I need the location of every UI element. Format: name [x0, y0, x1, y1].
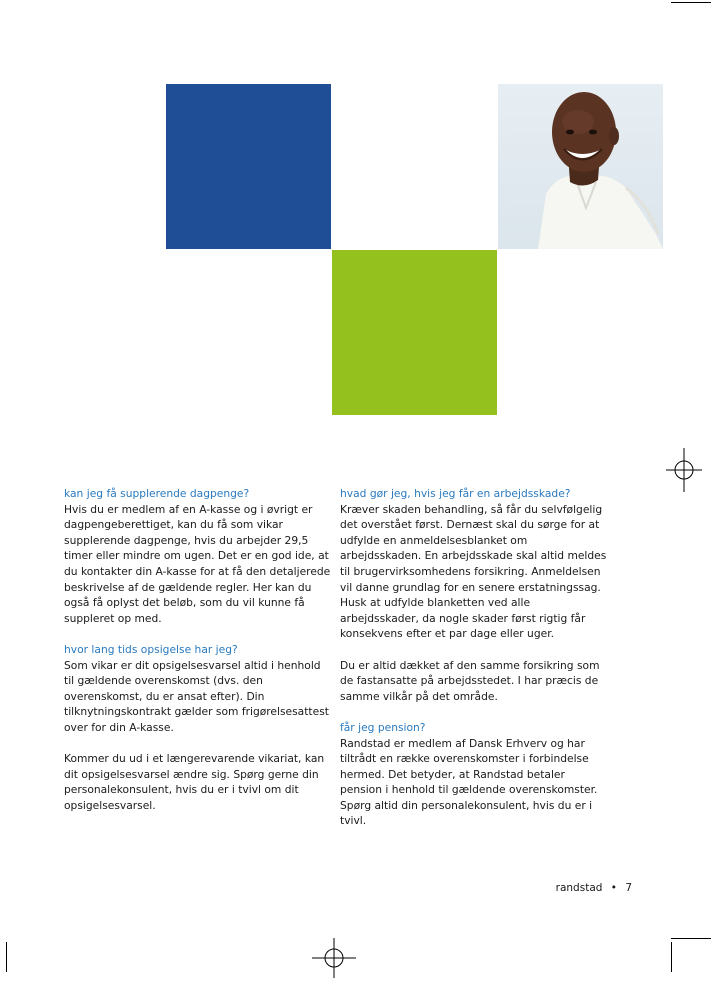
- section-body: Kræver skaden behandling, så får du selvfølgelig det overstået først. Dernæst skal du sørge for at udfylde en anmeldelsesblanket om arbejdsskaden. En arbejdsskade skal altid meldes til brugervirksomhedens forsikring. Anmeldelsen vil danne grundlag for en senere erstatningssag. Husk at udfylde blanketten ved alle arbejdsskader, da nogle skader først rigtig får konsekvens efter et par dage eller uger.: [340, 502, 607, 641]
- section-body: Hvis du er medlem af en A-kasse og i øvrigt er dagpengeberettiget, kan du få som vikar supplerende dagpenge, hvis du arbejder 29,5 timer eller mindre om ugen. Det er en god ide, at du kontakter din A-kasse for at få den detaljerede beskrivelse af de gældende regler. Her kan du også få oplyst det beløb, som du vil kunne få suppleret op med.: [64, 502, 331, 625]
- registration-mark-bottom: [312, 938, 356, 978]
- registration-mark-right: [664, 448, 704, 492]
- crop-mark-top-right: [671, 2, 711, 3]
- crop-mark-bottom-right-v: [671, 942, 672, 972]
- blue-square: [166, 84, 331, 249]
- left-column: [64, 486, 332, 813]
- crop-mark-bottom-right-h: [671, 938, 711, 939]
- man-photo: [498, 84, 663, 249]
- page-footer: [556, 882, 632, 894]
- right-column: [340, 486, 608, 829]
- section-heading: kan jeg få supplerende dagpenge?: [64, 487, 250, 500]
- green-square: [332, 250, 497, 415]
- section-opsigelse: [64, 642, 332, 736]
- bullet: •: [610, 882, 617, 894]
- section-body: Randstad er medlem af Dansk Erhverv og har tiltrådt en række overenskomster i forbindelse hermed. Det betyder, at Randstad betaler pension i henhold til gældende overenskomster. Spørg altid din personalekonsulent, hvis du er i tvivl.: [340, 736, 598, 828]
- brand-name: randstad: [555, 882, 603, 894]
- section-heading: hvor lang tids opsigelse har jeg?: [64, 642, 238, 656]
- section-body-paragraph: Du er altid dækket af den samme forsikring som de fastansatte på arbejdsstedet. I har præcis de samme vilkår på det område.: [340, 658, 600, 703]
- section-heading: får jeg pension?: [340, 720, 426, 734]
- page-number: 7: [625, 882, 632, 894]
- section-body: Som vikar er dit opsigelsesvarsel altid i henhold til gældende overenskomst (dvs. den overenskomst, du er ansat efter). Din tilknytningskontrakt gælder som frigørelsesattest over for din A-kasse.: [64, 658, 329, 734]
- section-supplerende-dagpenge: [64, 486, 332, 626]
- crop-mark-bottom-left-v: [6, 942, 7, 972]
- section-arbejdsskade: [340, 486, 608, 642]
- section-body-paragraph: Kommer du ud i et længerevarende vikariat, kan dit opsigelsesvarsel ændre sig. Spørg gerne din personalekonsulent, hvis du er i tvivl om dit opsigelsesvarsel.: [64, 752, 325, 812]
- man-illustration: [498, 84, 663, 249]
- section-pension: [340, 720, 608, 829]
- section-heading: hvad gør jeg, hvis jeg får en arbejdsskade?: [340, 487, 571, 500]
